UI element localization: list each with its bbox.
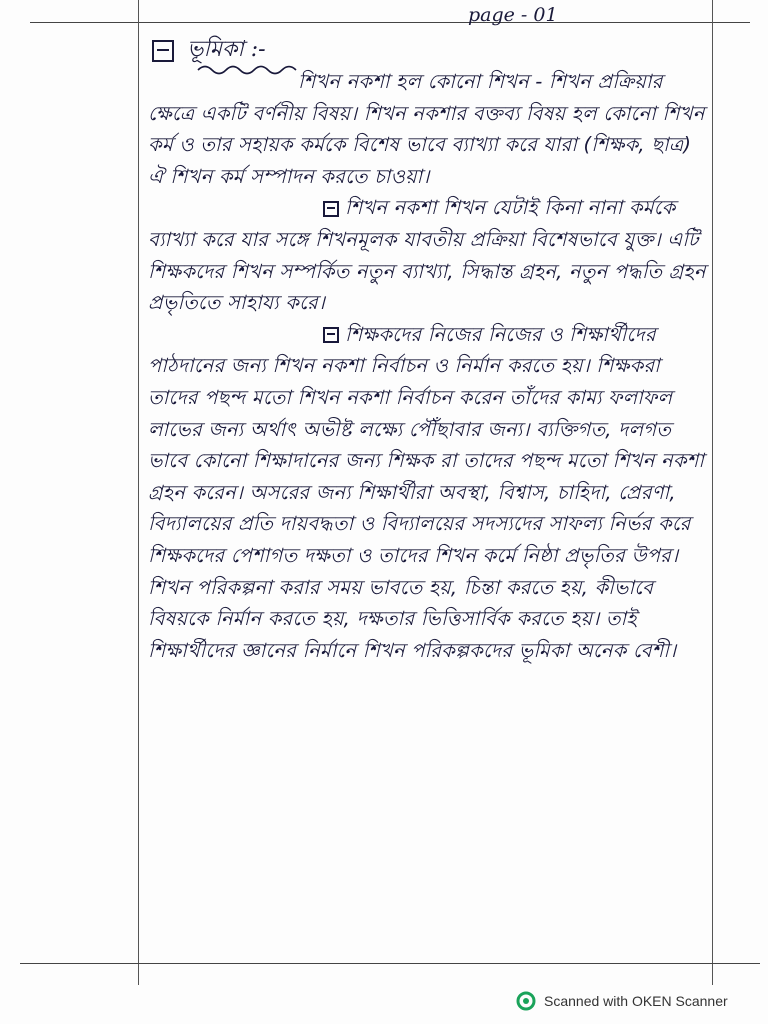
page-heading: ভূমিকা :- (187, 37, 266, 62)
right-margin-line (712, 0, 713, 985)
page-number: page - 01 (468, 4, 558, 26)
heading-bullet-icon (152, 40, 174, 62)
scanner-logo-icon (516, 991, 536, 1011)
paragraph-2-text: শিখন নকশা শিখন যেটাই কিনা নানা কর্মকে ব্যাখ্যা করে যার সঙ্গে শিখনমূলক যাবতীয় প্রক্রিয়া বিশেষভাবে যুক্ত। এটি শিক্ষকদের শিখন সম্পর্কিত নতুন ব্যাখ্যা, সিদ্ধান্ত গ্রহন, নতুন পদ্ধতি গ্রহন প্রভৃতিতে সাহায্য করে। (148, 196, 706, 315)
paragraph-2 (148, 192, 708, 318)
left-margin-line (138, 0, 139, 985)
handwritten-body (148, 66, 708, 666)
paragraph-1: শিখন নকশা হল কোনো শিখন - শিখন প্রক্রিয়ার ক্ষেত্রে একটি বর্ণনীয় বিষয়। শিখন নকশার বক্তব্য বিষয় হল কোনো শিখন কর্ম ও তার সহায়ক কর্মকে বিশেষ ভাবে ব্যাখ্যা করে যারা (শিক্ষক, ছাত্র) ঐ শিখন কর্ম সম্পাদন করতে চাওয়া। (148, 70, 705, 188)
paragraph-3 (148, 319, 708, 667)
paragraph-bullet-icon (323, 201, 339, 217)
scanner-watermark-text: Scanned with OKEN Scanner (544, 993, 728, 1009)
bottom-rule-line (20, 963, 760, 964)
paragraph-bullet-icon (323, 327, 339, 343)
scanner-watermark (516, 990, 728, 1012)
paragraph-3-text: শিক্ষকদের নিজের নিজের ও শিক্ষার্থীদের পাঠদানের জন্য শিখন নকশা নির্বাচন ও নির্মান করতে হয়। শিক্ষকরা তাদের পছন্দ মতো শিখন নকশা নির্বাচন করেন তাঁদের কাম্য ফলাফল লাভের জন্য অর্থাৎ অভীষ্ট লক্ষ্যে পৌঁছাবার জন্য। ব্যক্তিগত, দলগত ভাবে কোনো শিক্ষাদানের জন্য শিক্ষক রা তাদের পছন্দ মতো শিখন নকশা গ্রহন করেন। অসরের জন্য শিক্ষার্থীরা অবস্থা, বিশ্বাস, চাহিদা, প্রেরণা, বিদ্যালয়ের প্রতি দায়বদ্ধতা ও বিদ্যালয়ের সদস্যদের সাফল্য নির্ভর করে শিক্ষকদের পেশাগত দক্ষতা ও তাদের শিখন কর্মে নিষ্ঠা প্রভৃতির উপর। শিখন পরিকল্পনা করার সময় ভাবতে হয়, চিন্তা করতে হয়, কীভাবে বিষয়কে নির্মান করতে হয়, দক্ষতার ভিত্তিসার্বিক করতে হয়। তাই শিক্ষার্থীদের জ্ঞানের নির্মানে শিখন পরিকল্পকদের ভূমিকা অনেক বেশী। (148, 322, 705, 662)
